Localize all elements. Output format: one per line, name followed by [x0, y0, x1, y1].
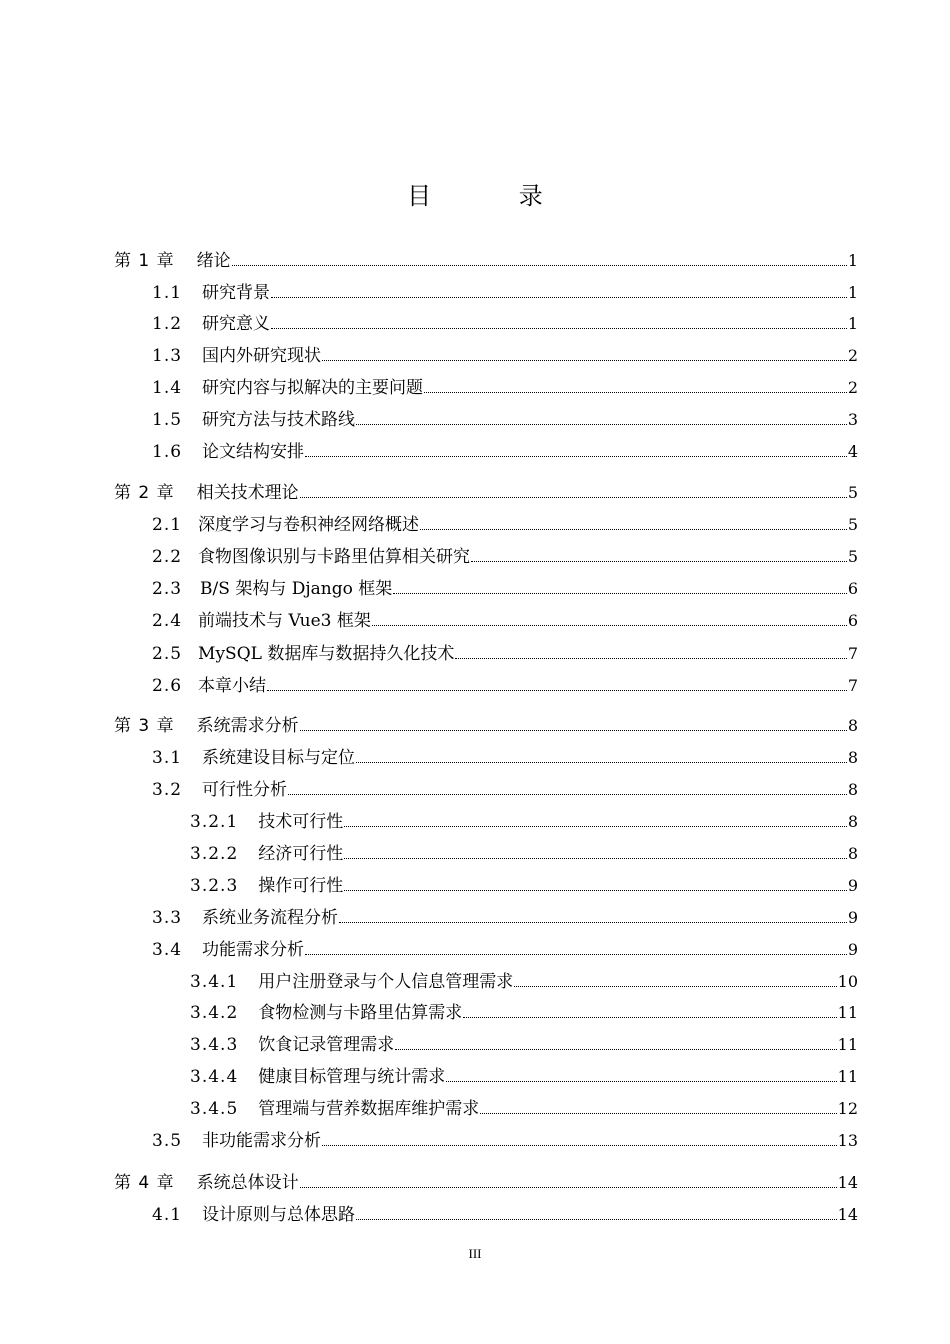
toc-entry-title: 功能需求分析 — [202, 940, 305, 960]
toc-entry-page: 14 — [837, 1205, 858, 1224]
toc-entry-number: 3.4 — [152, 940, 183, 960]
toc-entry-page: 8 — [847, 748, 858, 767]
toc-entry-3-4-2[interactable] — [190, 1002, 858, 1024]
toc-entry-title: 操作可行性 — [258, 876, 344, 896]
toc-entry-title: 国内外研究现状 — [202, 346, 322, 366]
toc-entry-number: 2.3 — [152, 579, 183, 599]
dot-leader — [305, 954, 847, 955]
toc-entry-number: 2.5 — [152, 644, 183, 664]
toc-entry-page: 13 — [837, 1131, 858, 1150]
toc-entry-title: 健康目标管理与统计需求 — [258, 1067, 446, 1087]
toc-entry-number: 3.4.4 — [190, 1067, 239, 1087]
toc-entry-title: 系统总体设计 — [196, 1173, 299, 1193]
dot-leader — [271, 328, 847, 329]
toc-entry-3-4-1[interactable] — [190, 971, 858, 993]
dot-leader — [322, 1145, 837, 1146]
toc-entry-number: 第 2 章 — [114, 483, 175, 503]
dot-leader — [344, 890, 847, 891]
dot-leader — [424, 392, 847, 393]
toc-entry-page: 5 — [847, 515, 858, 534]
toc-entry-number: 3.2.2 — [190, 844, 239, 864]
dot-leader — [344, 858, 847, 859]
toc-entry-title: 系统业务流程分析 — [202, 908, 339, 928]
toc-entry-page: 5 — [847, 483, 858, 502]
toc-entry-number: 2.2 — [152, 547, 183, 567]
toc-entry-2-3[interactable] — [152, 578, 858, 600]
dot-leader — [267, 690, 847, 691]
toc-entry-3-2-3[interactable] — [190, 875, 858, 897]
toc-entry-title: 食物图像识别与卡路里估算相关研究 — [198, 547, 471, 567]
toc-entry-page: 6 — [847, 611, 858, 630]
toc-entry-1-5[interactable] — [152, 409, 858, 431]
toc-entry-3-2[interactable] — [152, 779, 858, 801]
dot-leader — [305, 456, 847, 457]
toc-entry-number: 第 1 章 — [114, 251, 175, 271]
toc-entry-title: 管理端与营养数据库维护需求 — [258, 1099, 480, 1119]
toc-entry-title: 食物检测与卡路里估算需求 — [258, 1003, 463, 1023]
toc-entry-page: 8 — [847, 812, 858, 831]
toc-entry-title: 非功能需求分析 — [202, 1131, 322, 1151]
toc-entry-3-1[interactable] — [152, 747, 858, 769]
toc-entry-title: 设计原则与总体思路 — [202, 1205, 356, 1225]
toc-entry-title: 研究意义 — [202, 314, 271, 334]
dot-leader — [339, 922, 847, 923]
dot-leader — [480, 1113, 836, 1114]
toc-entry-title: 前端技术与 Vue3 框架 — [198, 611, 371, 631]
toc-entry-number: 3.2.3 — [190, 876, 239, 896]
toc-entry-title: MySQL 数据库与数据持久化技术 — [198, 644, 455, 664]
toc-entry-number: 1.1 — [152, 283, 183, 303]
toc-entry-title: B/S 架构与 Django 框架 — [200, 579, 393, 599]
toc-entry-page: 1 — [847, 314, 858, 333]
toc-entry-3-2-1[interactable] — [190, 811, 858, 833]
dot-leader — [356, 762, 847, 763]
dot-leader — [372, 625, 847, 626]
toc-entry-number: 3.4.3 — [190, 1035, 239, 1055]
toc-entry-title: 论文结构安排 — [202, 442, 305, 462]
toc-entry-chapter-3[interactable] — [114, 715, 858, 737]
dot-leader — [300, 1187, 837, 1188]
dot-leader — [393, 593, 847, 594]
toc-entry-number: 1.3 — [152, 346, 183, 366]
toc-entry-page: 7 — [847, 644, 858, 663]
toc-entry-number: 3.3 — [152, 908, 183, 928]
toc-entry-title: 绪论 — [196, 251, 231, 271]
toc-entry-number: 3.2.1 — [190, 812, 239, 832]
toc-entry-number: 1.2 — [152, 314, 183, 334]
toc-entry-title: 饮食记录管理需求 — [258, 1035, 395, 1055]
toc-entry-page: 10 — [837, 972, 858, 991]
toc-entry-1-6[interactable] — [152, 441, 858, 463]
dot-leader — [395, 1049, 836, 1050]
dot-leader — [232, 265, 847, 266]
toc-entry-title: 系统需求分析 — [196, 716, 299, 736]
toc-entry-number: 3.4.2 — [190, 1003, 239, 1023]
toc-entry-page: 11 — [837, 1003, 858, 1022]
toc-entry-chapter-2[interactable] — [114, 482, 858, 504]
toc-entry-number: 3.4.5 — [190, 1099, 239, 1119]
toc-entry-3-3[interactable] — [152, 907, 858, 929]
toc-entry-title: 深度学习与卷积神经网络概述 — [198, 515, 420, 535]
toc-entry-3-5[interactable] — [152, 1130, 858, 1152]
dot-leader — [300, 497, 847, 498]
toc-entry-title: 经济可行性 — [258, 844, 344, 864]
toc-entry-title: 研究背景 — [202, 283, 271, 303]
dot-leader — [322, 360, 847, 361]
dot-leader — [356, 424, 847, 425]
toc-entry-2-2[interactable] — [152, 546, 858, 568]
toc-entry-page: 9 — [847, 876, 858, 895]
toc-entry-page: 3 — [847, 410, 858, 429]
toc-entry-number: 1.5 — [152, 410, 183, 430]
toc-entry-title: 用户注册登录与个人信息管理需求 — [258, 972, 514, 992]
toc-entry-page: 6 — [847, 579, 858, 598]
toc-entry-page: 9 — [847, 940, 858, 959]
toc-entry-number: 1.4 — [152, 378, 183, 398]
dot-leader — [420, 529, 847, 530]
toc-entry-title: 系统建设目标与定位 — [202, 748, 356, 768]
toc-entry-page: 2 — [847, 346, 858, 365]
toc-entry-number: 1.6 — [152, 442, 183, 462]
toc-entry-2-6[interactable] — [152, 675, 858, 697]
toc-entry-chapter-4[interactable] — [114, 1172, 858, 1194]
toc-entry-page: 11 — [837, 1067, 858, 1086]
dot-leader — [471, 561, 847, 562]
toc-entry-page: 8 — [847, 716, 858, 735]
toc-entry-page: 1 — [847, 251, 858, 270]
toc-entry-3-2-2[interactable] — [190, 843, 858, 865]
toc-entry-2-1[interactable] — [152, 514, 858, 536]
toc-entry-title: 技术可行性 — [258, 812, 344, 832]
dot-leader — [288, 794, 847, 795]
toc-entry-number: 2.4 — [152, 611, 183, 631]
toc-entry-3-4-3[interactable] — [190, 1034, 858, 1056]
toc-entry-page: 9 — [847, 908, 858, 927]
toc-heading: 目 录 — [407, 182, 583, 210]
toc-entry-number: 4.1 — [152, 1205, 183, 1225]
toc-entry-page: 8 — [847, 844, 858, 863]
toc-entry-number: 3.5 — [152, 1131, 183, 1151]
toc-entry-title: 可行性分析 — [202, 780, 288, 800]
toc-entry-page: 5 — [847, 547, 858, 566]
toc-entry-title: 相关技术理论 — [196, 483, 299, 503]
toc-entry-number: 3.1 — [152, 748, 183, 768]
toc-entry-1-1[interactable] — [152, 282, 858, 304]
toc-entry-page: 14 — [837, 1173, 858, 1192]
toc-entry-3-4[interactable] — [152, 939, 858, 961]
toc-entry-page: 8 — [847, 780, 858, 799]
toc-entry-3-4-4[interactable] — [190, 1066, 858, 1088]
toc-entry-page: 11 — [837, 1035, 858, 1054]
dot-leader — [514, 986, 836, 987]
toc-entry-number: 第 4 章 — [114, 1173, 175, 1193]
toc-entry-page: 4 — [847, 442, 858, 461]
toc-entry-number: 第 3 章 — [114, 716, 175, 736]
dot-leader — [446, 1081, 836, 1082]
dot-leader — [271, 297, 847, 298]
toc-entry-number: 3.4.1 — [190, 972, 239, 992]
dot-leader — [300, 730, 847, 731]
dot-leader — [356, 1219, 837, 1220]
toc-entry-3-4-5[interactable] — [190, 1098, 858, 1120]
toc-entry-page: 12 — [837, 1099, 858, 1118]
toc-entry-1-4[interactable] — [152, 377, 858, 399]
toc-entry-1-3[interactable] — [152, 345, 858, 367]
toc-entry-page: 7 — [847, 676, 858, 695]
toc-entry-page: 2 — [847, 378, 858, 397]
toc-entry-page: 1 — [847, 283, 858, 302]
toc-entry-number: 2.1 — [152, 515, 183, 535]
toc-entry-number: 3.2 — [152, 780, 183, 800]
toc-entry-number: 2.6 — [152, 676, 183, 696]
toc-entry-chapter-1[interactable] — [114, 250, 858, 272]
toc-entry-title: 研究内容与拟解决的主要问题 — [202, 378, 424, 398]
toc-entry-2-5[interactable] — [152, 643, 858, 665]
dot-leader — [463, 1017, 836, 1018]
toc-entry-title: 本章小结 — [198, 676, 267, 696]
dot-leader — [344, 826, 847, 827]
dot-leader — [455, 658, 846, 659]
page-number: III — [468, 1246, 482, 1261]
toc-entry-4-1[interactable] — [152, 1204, 858, 1226]
toc-entry-1-2[interactable] — [152, 313, 858, 335]
toc-entry-title: 研究方法与技术路线 — [202, 410, 356, 430]
toc-entry-2-4[interactable] — [152, 610, 858, 632]
